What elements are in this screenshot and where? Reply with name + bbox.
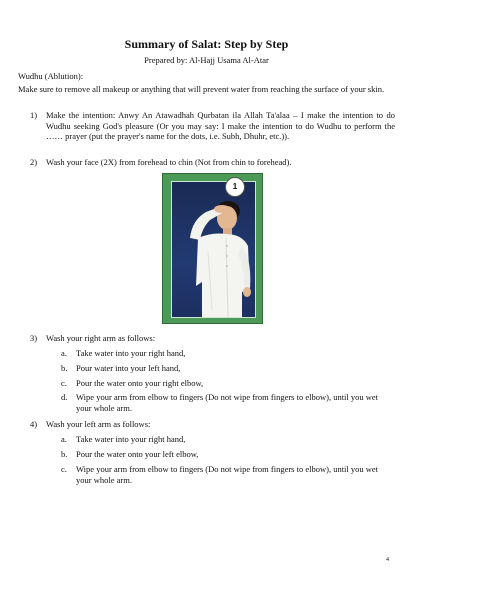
boy-washing-face-illustration: [172, 182, 255, 317]
sub-step-text: Pour the water onto your left elbow,: [76, 449, 199, 459]
step-text: Wash your left arm as follows:: [46, 419, 151, 429]
step-text: Wash your face (2X) from forehead to chin (Not from chin to forehead).: [46, 157, 292, 167]
sub-step-item: [61, 434, 395, 445]
sub-step-item: [61, 348, 395, 359]
sub-step-text: Wipe your arm from elbow to fingers (Do not wipe from fingers to elbow), until you wet your whole arm.: [76, 464, 379, 485]
sub-step-letter: c.: [61, 378, 67, 388]
step-number: 4): [30, 419, 38, 429]
sub-step-letter: c.: [61, 464, 67, 474]
step-item: [30, 333, 395, 344]
sub-step-text: Take water into your right hand,: [76, 348, 186, 358]
sub-step-item: [61, 378, 395, 389]
sub-step-text: Pour the water onto your right elbow,: [76, 378, 204, 388]
step-item: [30, 157, 395, 168]
step-item: [30, 110, 395, 142]
author-byline: Prepared by: Al-Hajj Usama Al-Atar: [144, 55, 269, 65]
sub-step-item: [61, 449, 395, 460]
sub-step-text: Take water into your right hand,: [76, 434, 186, 444]
sub-step-text: Wipe your arm from elbow to fingers (Do not wipe from fingers to elbow), until you wet your whole arm.: [76, 392, 379, 413]
sub-step-item: [61, 363, 395, 374]
sub-step-letter: b.: [61, 449, 68, 459]
sub-step-letter: d.: [61, 392, 68, 402]
step-number: 1): [30, 110, 38, 120]
page-title: Summary of Salat: Step by Step: [124, 37, 289, 51]
step-text: Make the intention: Anwy An Atawadhah Qurbatan ila Allah Ta'alaa – I make the intention to do Wudhu seeking God's pleasure (Or you may say: I make the intention to do Wudhu to perform the …… prayer (put the prayer's name for the dots, i.e. Subh, Dhuhr, etc.)).: [46, 110, 395, 141]
section-heading: Wudhu (Ablution):: [18, 71, 84, 81]
figure-number-badge: 1: [225, 177, 245, 197]
sub-step-letter: b.: [61, 363, 68, 373]
wudhu-photo: [171, 181, 256, 318]
sub-step-letter: a.: [61, 348, 67, 358]
page-number: 4: [386, 557, 389, 563]
sub-step-text: Pour water into your left hand,: [76, 363, 181, 373]
step-number: 2): [30, 157, 38, 167]
wudhu-illustration-card: [162, 173, 263, 324]
step-text: Wash your right arm as follows:: [46, 333, 156, 343]
step-item: [30, 419, 395, 430]
sub-step-letter: a.: [61, 434, 67, 444]
sub-step-item: [61, 464, 395, 485]
sub-step-item: [61, 392, 395, 413]
intro-paragraph: Make sure to remove all makeup or anything that will prevent water from reaching the surface of your skin.: [18, 84, 385, 94]
step-number: 3): [30, 333, 38, 343]
